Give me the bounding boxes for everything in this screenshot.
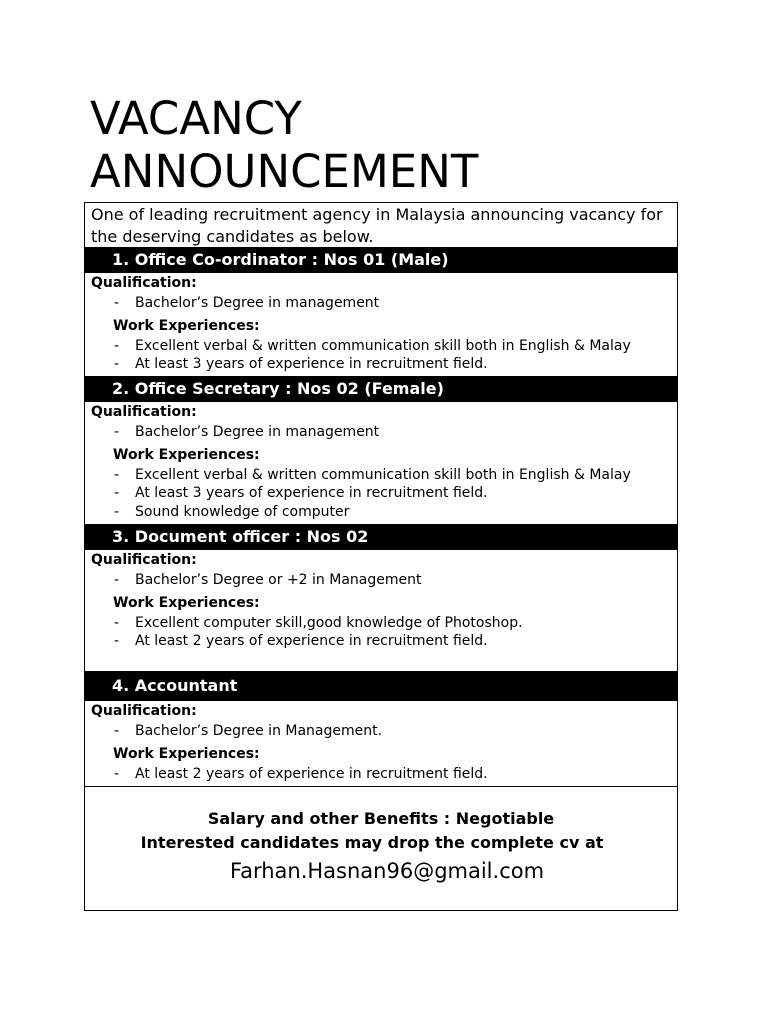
job-section-document-officer [85, 524, 677, 651]
list-item: - Excellent verbal & written communication skill both in English & Malay [85, 466, 677, 485]
salary-line: Salary and other Benefits : Negotiable [207, 809, 555, 828]
list-item: - At least 2 years of experience in recruitment field. [85, 765, 677, 784]
qualification-list [85, 423, 677, 442]
experience-label: Work Experiences: [113, 594, 260, 611]
title-line-1: VACANCY [90, 92, 302, 145]
job-heading: 2. Office Secretary : Nos 02 (Female) [85, 376, 677, 402]
list-item: - At least 3 years of experience in recruitment field. [85, 484, 677, 503]
list-item: - Bachelor’s Degree or +2 in Management [85, 571, 677, 590]
list-item: - At least 2 years of experience in recruitment field. [85, 632, 677, 651]
list-item: - At least 3 years of experience in recruitment field. [85, 355, 677, 374]
intro-text: One of leading recruitment agency in Malaysia announcing vacancy for the deserving candidates as below. [91, 205, 663, 246]
qualification-label: Qualification: [91, 275, 197, 291]
job-section-office-secretary [85, 376, 677, 521]
title-line-2: ANNOUNCEMENT [90, 145, 479, 198]
experience-label: Work Experiences: [113, 745, 260, 762]
qualification-label: Qualification: [91, 703, 197, 719]
job-section-accountant [85, 671, 677, 783]
experience-list [85, 466, 677, 522]
job-section-office-coordinator [85, 247, 677, 374]
qualification-list [85, 294, 677, 313]
contact-email[interactable]: Farhan.Hasnan96@gmail.com [229, 859, 545, 883]
page-title [90, 92, 478, 198]
list-item: - Bachelor’s Degree in management [85, 423, 677, 442]
vacancy-box [84, 202, 678, 911]
job-heading: 3. Document officer : Nos 02 [85, 524, 677, 550]
list-item: - Excellent computer skill,good knowledge of Photoshop. [85, 614, 677, 633]
qualification-list [85, 722, 677, 741]
experience-list [85, 614, 677, 651]
qualification-list [85, 571, 677, 590]
qualification-label: Qualification: [91, 404, 197, 420]
list-item: - Bachelor’s Degree in management [85, 294, 677, 313]
experience-label: Work Experiences: [113, 317, 260, 334]
list-item: - Sound knowledge of computer [85, 503, 677, 522]
experience-label: Work Experiences: [113, 446, 260, 463]
instruction-line: Interested candidates may drop the complete cv at [140, 833, 604, 852]
list-item: - Bachelor’s Degree in Management. [85, 722, 677, 741]
job-heading: 4. Accountant [85, 671, 677, 701]
contact-footer [85, 786, 677, 912]
job-heading: 1. Office Co-ordinator : Nos 01 (Male) [85, 247, 677, 273]
experience-list [85, 765, 677, 784]
list-item: - Excellent verbal & written communication skill both in English & Malay [85, 337, 677, 356]
experience-list [85, 337, 677, 374]
qualification-label: Qualification: [91, 552, 197, 568]
